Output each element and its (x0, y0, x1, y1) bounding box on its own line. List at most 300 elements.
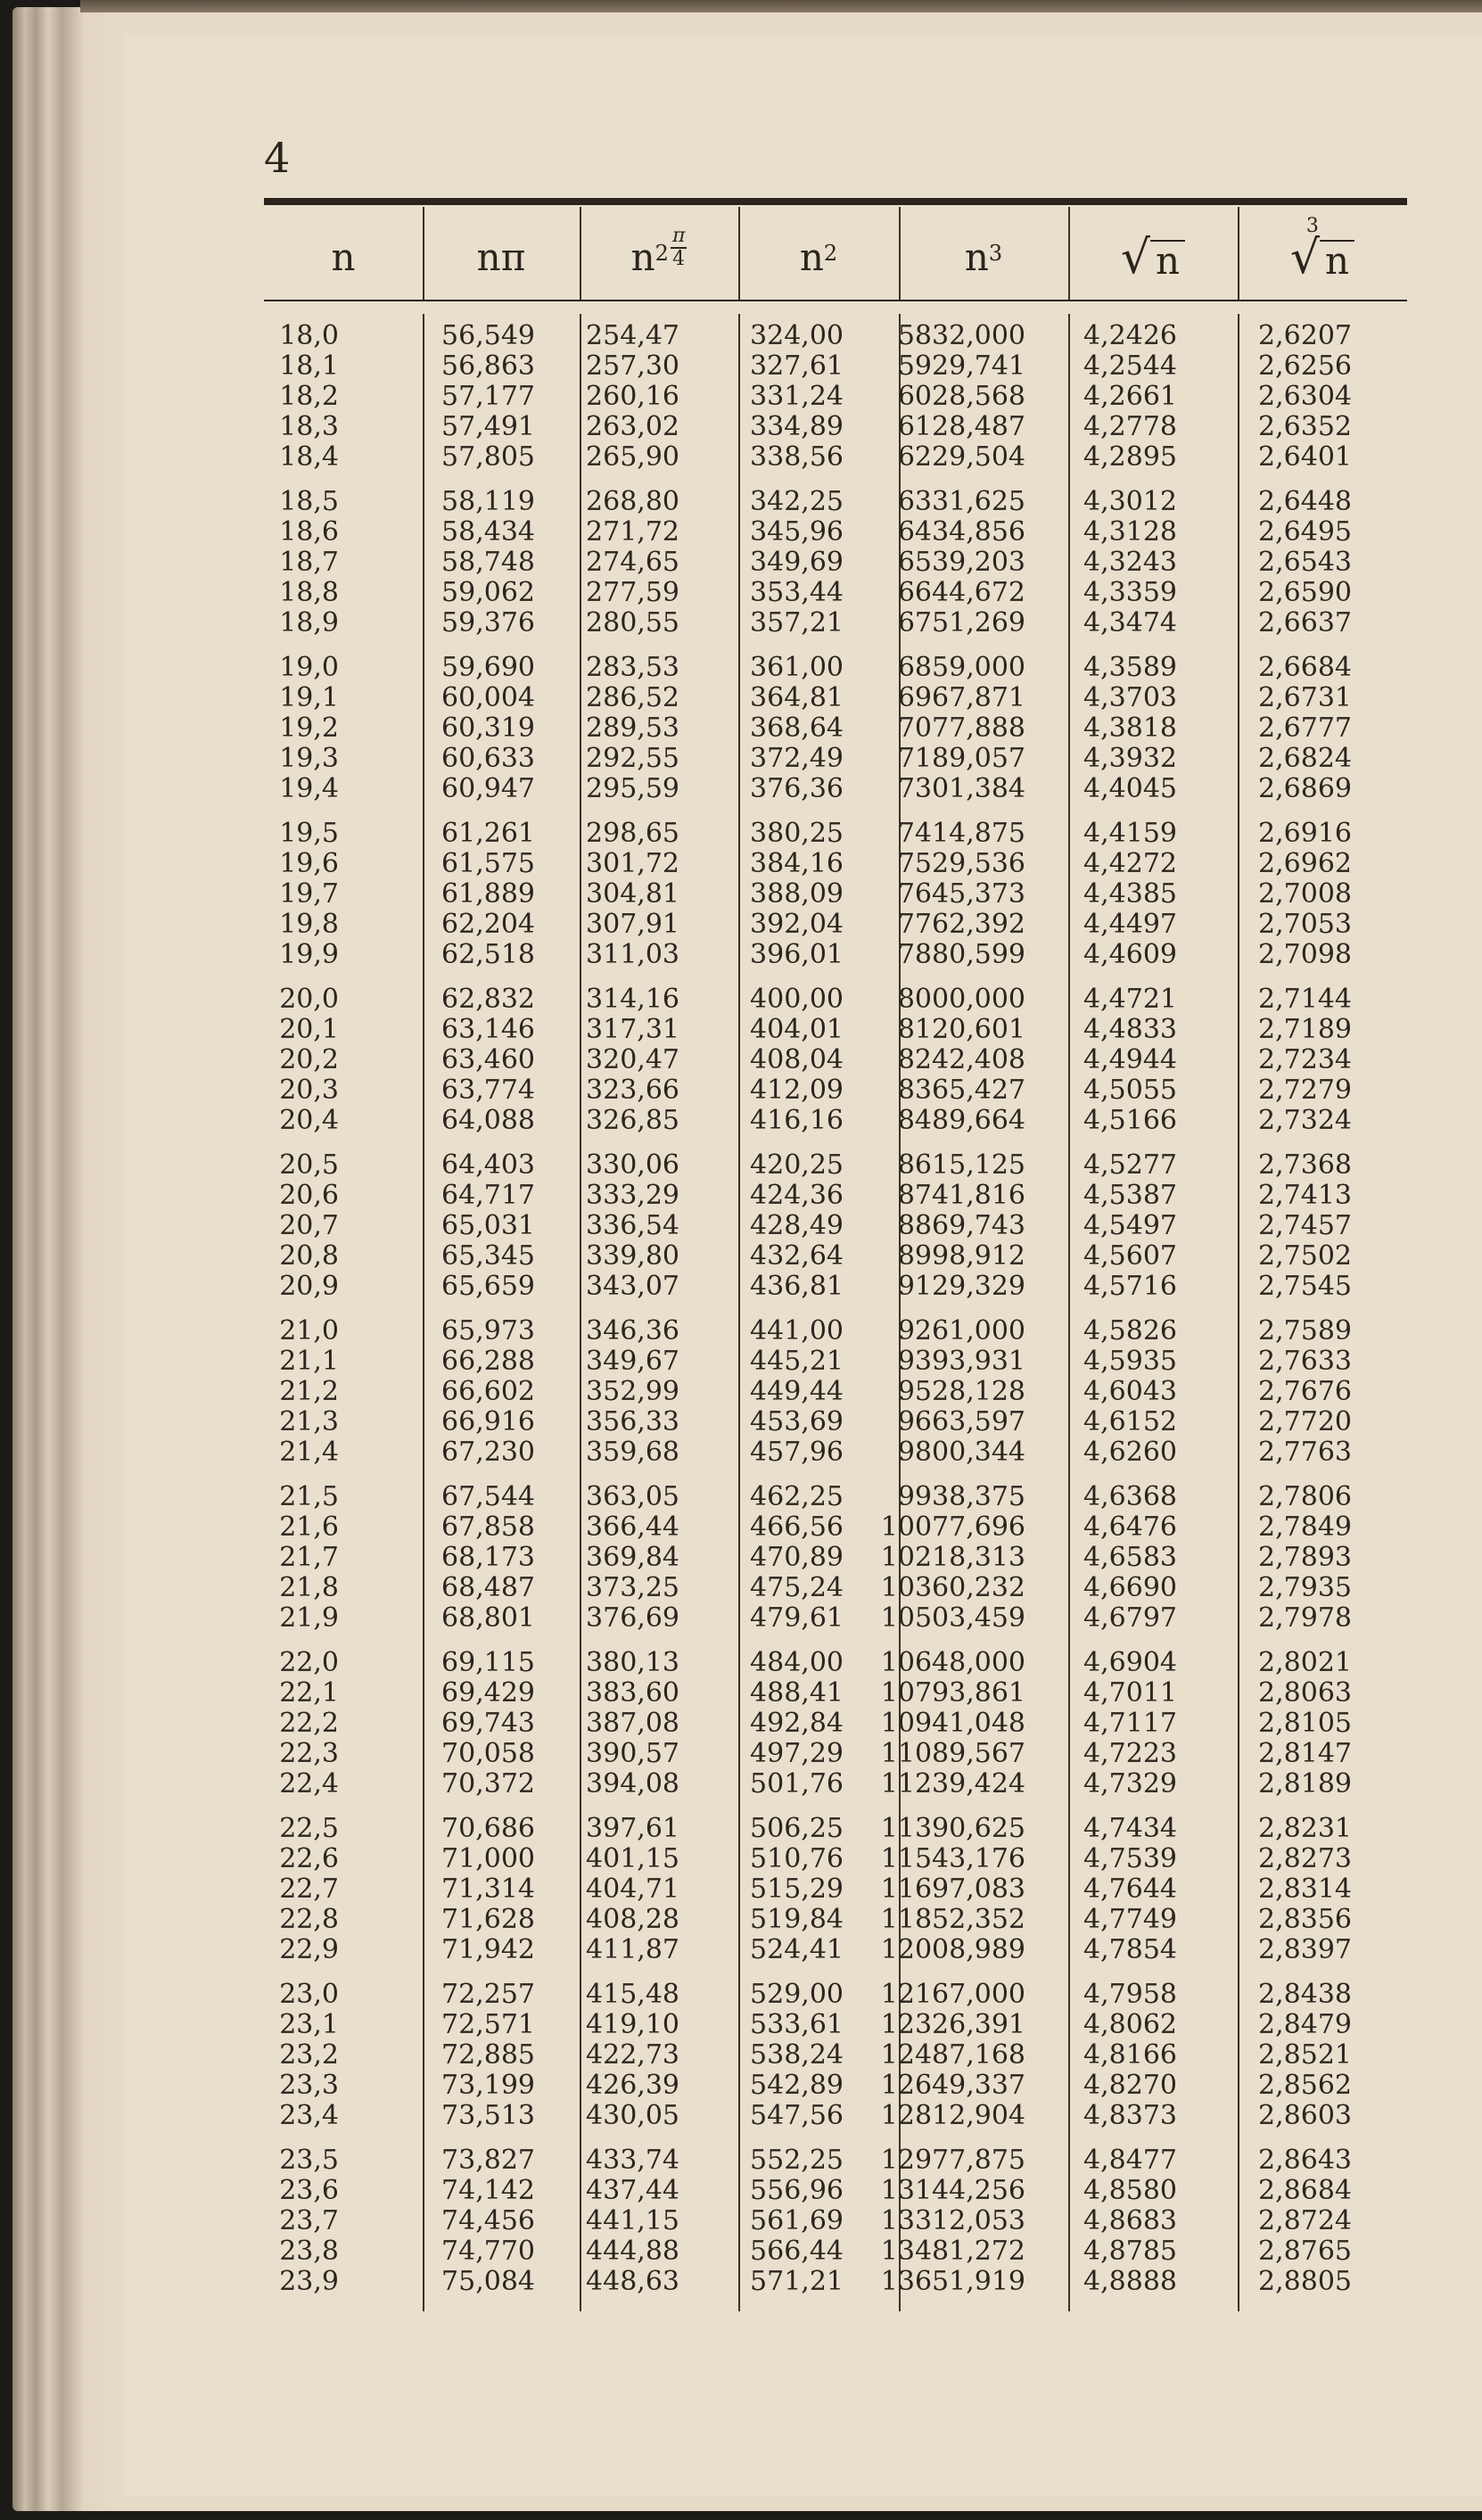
table-cell: 307,91 (586, 909, 679, 940)
table-row (264, 1075, 1407, 1106)
header-n-cubed (899, 214, 1068, 300)
table-cell: 20,8 (279, 1240, 339, 1272)
header-n (264, 214, 423, 300)
table-cell: 2,7935 (1258, 1572, 1352, 1603)
table-cell: 260,16 (586, 381, 679, 412)
row-group (264, 1814, 1407, 1965)
table-cell: 12487,168 (880, 2039, 1025, 2071)
table-cell: 58,748 (441, 547, 535, 578)
table-cell: 65,031 (441, 1210, 535, 1241)
table-cell: 23,0 (279, 1979, 339, 2010)
table-cell: 334,89 (750, 411, 844, 442)
table-cell: 4,2426 (1083, 320, 1177, 351)
table-cell: 13144,256 (880, 2175, 1025, 2206)
table-cell: 21,3 (279, 1406, 339, 1437)
table-cell: 12977,875 (880, 2145, 1025, 2176)
table-cell: 20,6 (279, 1180, 339, 1211)
table-cell: 20,7 (279, 1210, 339, 1241)
table-cell: 18,3 (279, 411, 339, 442)
table-cell: 10360,232 (880, 1572, 1025, 1603)
table-cell: 424,36 (750, 1180, 844, 1211)
table-row (264, 1407, 1407, 1437)
table-cell: 345,96 (750, 516, 844, 548)
table-cell: 19,3 (279, 743, 339, 774)
table-cell: 23,2 (279, 2039, 339, 2071)
table-cell: 10793,861 (880, 1677, 1025, 1709)
table-cell: 19,5 (279, 818, 339, 849)
table-cell: 22,3 (279, 1738, 339, 1769)
table-cell: 2,7978 (1258, 1602, 1352, 1634)
table-cell: 339,80 (586, 1240, 679, 1272)
table-cell: 56,549 (441, 320, 535, 351)
table-cell: 366,44 (586, 1511, 679, 1543)
row-group (264, 487, 1407, 638)
table-cell: 257,30 (586, 350, 679, 382)
table-cell: 2,7144 (1258, 984, 1352, 1015)
table-cell: 10941,048 (880, 1708, 1025, 1739)
table-cell: 2,6304 (1258, 381, 1352, 412)
table-cell: 289,53 (586, 712, 679, 744)
table-cell: 10077,696 (880, 1511, 1025, 1543)
table-cell: 71,628 (441, 1904, 535, 1935)
row-group (264, 1648, 1407, 1799)
table-cell: 21,4 (279, 1437, 339, 1468)
table-cell: 2,8724 (1258, 2205, 1352, 2236)
row-group (264, 1980, 1407, 2131)
table-cell: 298,65 (586, 818, 679, 849)
table-top-rule (264, 198, 1407, 205)
table-cell: 74,456 (441, 2205, 535, 2236)
table-cell: 58,434 (441, 516, 535, 548)
header-n-squared (738, 214, 899, 300)
table-cell: 62,518 (441, 939, 535, 970)
table-cell: 2,7676 (1258, 1376, 1352, 1407)
table-cell: 4,6260 (1083, 1437, 1177, 1468)
table-cell: 2,7098 (1258, 939, 1352, 970)
table-cell: 4,4609 (1083, 939, 1177, 970)
table-cell: 12167,000 (880, 1979, 1025, 2010)
table-cell: 2,8021 (1258, 1647, 1352, 1678)
table-cell: 497,29 (750, 1738, 844, 1769)
table-cell: 4,4159 (1083, 818, 1177, 849)
header-n2-base: n (799, 235, 824, 279)
table-cell: 9800,344 (897, 1437, 1025, 1468)
table-cell: 4,2895 (1083, 441, 1177, 473)
table-cell: 492,84 (750, 1708, 844, 1739)
table-cell: 60,319 (441, 712, 535, 744)
table-cell: 11390,625 (880, 1813, 1025, 1844)
table-cell: 396,01 (750, 939, 844, 970)
table-cell: 352,99 (586, 1376, 679, 1407)
table-row (264, 2236, 1407, 2267)
table-cell: 2,6448 (1258, 486, 1352, 517)
table-row (264, 879, 1407, 910)
table-cell: 392,04 (750, 909, 844, 940)
row-group (264, 984, 1407, 1136)
table-cell: 420,25 (750, 1149, 844, 1181)
table-row (264, 1648, 1407, 1678)
table-cell: 4,4385 (1083, 878, 1177, 910)
table-cell: 19,7 (279, 878, 339, 910)
table-cell: 317,31 (586, 1014, 679, 1045)
table-cell: 21,8 (279, 1572, 339, 1603)
table-row (264, 744, 1407, 774)
table-cell: 268,80 (586, 486, 679, 517)
table-row (264, 713, 1407, 744)
table-row (264, 1482, 1407, 1512)
table-cell: 4,3474 (1083, 607, 1177, 638)
table-cell: 13312,053 (880, 2205, 1025, 2236)
table-cell: 441,00 (750, 1315, 844, 1346)
table-row (264, 1181, 1407, 1211)
table-cell: 383,60 (586, 1677, 679, 1709)
table-cell: 23,6 (279, 2175, 339, 2206)
table-row (264, 2206, 1407, 2236)
table-cell: 432,64 (750, 1240, 844, 1272)
table-cell: 349,69 (750, 547, 844, 578)
table-cell: 23,9 (279, 2266, 339, 2297)
table-cell: 2,6869 (1258, 773, 1352, 804)
table-cell: 4,3589 (1083, 652, 1177, 683)
table-cell: 5929,741 (897, 350, 1025, 382)
table-cell: 515,29 (750, 1874, 844, 1905)
table-cell: 422,73 (586, 2039, 679, 2071)
table-cell: 57,805 (441, 441, 535, 473)
table-cell: 372,49 (750, 743, 844, 774)
table-cell: 23,3 (279, 2070, 339, 2101)
table-cell: 412,09 (750, 1075, 844, 1106)
table-cell: 19,0 (279, 652, 339, 683)
table-cell: 20,9 (279, 1271, 339, 1302)
table-cell: 7762,392 (897, 909, 1025, 940)
table-row (264, 321, 1407, 351)
table-row (264, 653, 1407, 683)
table-cell: 475,24 (750, 1572, 844, 1603)
table-cell: 2,8521 (1258, 2039, 1352, 2071)
table-cell: 67,858 (441, 1511, 535, 1543)
table-cell: 457,96 (750, 1437, 844, 1468)
table-cell: 60,004 (441, 682, 535, 713)
table-cell: 2,8603 (1258, 2100, 1352, 2131)
table-cell: 4,6152 (1083, 1406, 1177, 1437)
table-cell: 19,1 (279, 682, 339, 713)
table-cell: 68,487 (441, 1572, 535, 1603)
table-cell: 4,7539 (1083, 1843, 1177, 1874)
table-cell: 22,7 (279, 1874, 339, 1905)
table-cell: 4,8373 (1083, 2100, 1177, 2131)
table-cell: 2,7368 (1258, 1149, 1352, 1181)
table-cell: 8615,125 (897, 1149, 1025, 1181)
table-cell: 2,6590 (1258, 577, 1352, 608)
table-cell: 4,8062 (1083, 2009, 1177, 2040)
table-cell: 8242,408 (897, 1044, 1025, 1075)
table-cell: 4,4272 (1083, 848, 1177, 879)
table-cell: 74,770 (441, 2236, 535, 2267)
header-n-pi-label: nπ (476, 235, 526, 279)
table-row (264, 442, 1407, 473)
table-cell: 416,16 (750, 1105, 844, 1136)
header-n2pi4-base: n (630, 235, 655, 279)
table-cell: 23,7 (279, 2205, 339, 2236)
table-cell: 2,6256 (1258, 350, 1352, 382)
table-cell: 20,1 (279, 1014, 339, 1045)
table-cell: 6751,269 (897, 607, 1025, 638)
table-cell: 2,6684 (1258, 652, 1352, 683)
table-cell: 571,21 (750, 2266, 844, 2297)
table-cell: 2,8805 (1258, 2266, 1352, 2297)
table-cell: 61,261 (441, 818, 535, 849)
table-row (264, 1874, 1407, 1905)
table-cell: 9129,329 (897, 1271, 1025, 1302)
table-cell: 4,7011 (1083, 1677, 1177, 1709)
table-cell: 338,56 (750, 441, 844, 473)
table-cell: 376,69 (586, 1602, 679, 1634)
table-cell: 11089,567 (880, 1738, 1025, 1769)
table-cell: 2,7324 (1258, 1105, 1352, 1136)
table-cell: 346,36 (586, 1315, 679, 1346)
table-cell: 376,36 (750, 773, 844, 804)
table-cell: 4,3012 (1083, 486, 1177, 517)
table-cell: 8000,000 (897, 984, 1025, 1015)
table-cell: 488,41 (750, 1677, 844, 1709)
table-cell: 62,204 (441, 909, 535, 940)
table-cell: 7301,384 (897, 773, 1025, 804)
table-cell: 4,6904 (1083, 1647, 1177, 1678)
table-cell: 4,4497 (1083, 909, 1177, 940)
table-cell: 4,4045 (1083, 773, 1177, 804)
table-cell: 364,81 (750, 682, 844, 713)
header-n2-pi-over-4 (580, 214, 738, 300)
table-cell: 453,69 (750, 1406, 844, 1437)
table-cell: 21,9 (279, 1602, 339, 1634)
table-row (264, 940, 1407, 970)
table-cell: 331,24 (750, 381, 844, 412)
table-cell: 8120,601 (897, 1014, 1025, 1045)
table-cell: 9261,000 (897, 1315, 1025, 1346)
table-cell: 72,885 (441, 2039, 535, 2071)
table-cell: 408,28 (586, 1904, 679, 1935)
table-cell: 7645,373 (897, 878, 1025, 910)
table-cell: 20,5 (279, 1149, 339, 1181)
table-cell: 61,575 (441, 848, 535, 879)
table-cell: 4,7434 (1083, 1813, 1177, 1844)
table-cell: 529,00 (750, 1979, 844, 2010)
table-cell: 380,13 (586, 1647, 679, 1678)
table-cell: 387,08 (586, 1708, 679, 1739)
row-group (264, 653, 1407, 804)
table-cell: 437,44 (586, 2175, 679, 2206)
table-cell: 65,345 (441, 1240, 535, 1272)
column-divider (899, 207, 901, 300)
table-cell: 2,7545 (1258, 1271, 1352, 1302)
table-cell: 4,8683 (1083, 2205, 1177, 2236)
row-group (264, 1150, 1407, 1302)
table-cell: 65,973 (441, 1315, 535, 1346)
table-cell: 445,21 (750, 1346, 844, 1377)
table-cell: 18,0 (279, 320, 339, 351)
table-cell: 68,173 (441, 1542, 535, 1573)
table-row (264, 774, 1407, 804)
table-cell: 4,3243 (1083, 547, 1177, 578)
table-cell: 2,6777 (1258, 712, 1352, 744)
table-cell: 8489,664 (897, 1105, 1025, 1136)
table-cell: 6644,672 (897, 577, 1025, 608)
table-cell: 21,7 (279, 1542, 339, 1573)
table-cell: 4,5387 (1083, 1180, 1177, 1211)
table-cell: 2,6401 (1258, 441, 1352, 473)
table-cell: 23,5 (279, 2145, 339, 2176)
table-cell: 2,6962 (1258, 848, 1352, 879)
table-cell: 357,21 (750, 607, 844, 638)
table-cell: 479,61 (750, 1602, 844, 1634)
table-cell: 10503,459 (880, 1602, 1025, 1634)
table-cell: 271,72 (586, 516, 679, 548)
table-cell: 7529,536 (897, 848, 1025, 879)
header-n-pi (423, 214, 580, 300)
table-cell: 2,8189 (1258, 1768, 1352, 1799)
table-cell: 292,55 (586, 743, 679, 774)
table-cell: 22,0 (279, 1647, 339, 1678)
table-row (264, 849, 1407, 879)
table-cell: 69,743 (441, 1708, 535, 1739)
table-cell: 333,29 (586, 1180, 679, 1211)
table-cell: 20,3 (279, 1075, 339, 1106)
cbrt-symbol (1289, 215, 1354, 284)
table-cell: 67,544 (441, 1481, 535, 1512)
table-cell: 380,25 (750, 818, 844, 849)
table-cell: 433,74 (586, 2145, 679, 2176)
header-cube-root (1238, 214, 1407, 300)
table-cell: 9663,597 (897, 1406, 1025, 1437)
sqrt-symbol (1120, 231, 1185, 284)
table-cell: 430,05 (586, 2100, 679, 2131)
table-cell: 2,7457 (1258, 1210, 1352, 1241)
column-divider (738, 207, 740, 300)
table-cell: 64,403 (441, 1149, 535, 1181)
table-cell: 327,61 (750, 350, 844, 382)
table-cell: 4,5607 (1083, 1240, 1177, 1272)
table-cell: 2,7279 (1258, 1075, 1352, 1106)
table-cell: 4,6690 (1083, 1572, 1177, 1603)
table-cell: 343,07 (586, 1271, 679, 1302)
table-cell: 326,85 (586, 1105, 679, 1136)
table-cell: 254,47 (586, 320, 679, 351)
table-cell: 63,146 (441, 1014, 535, 1045)
header-n3-exp: 3 (988, 241, 1003, 266)
table-cell: 19,4 (279, 773, 339, 804)
table-cell: 71,000 (441, 1843, 535, 1874)
table-cell: 56,863 (441, 350, 535, 382)
table-cell: 70,058 (441, 1738, 535, 1769)
table-cell: 60,633 (441, 743, 535, 774)
table-cell: 448,63 (586, 2266, 679, 2297)
table-cell: 519,84 (750, 1904, 844, 1935)
table-cell: 4,4721 (1083, 984, 1177, 1015)
table-cell: 6331,625 (897, 486, 1025, 517)
table-cell: 408,04 (750, 1044, 844, 1075)
table-cell: 2,8397 (1258, 1934, 1352, 1965)
table-row (264, 351, 1407, 382)
table-row (264, 1935, 1407, 1965)
table-cell: 22,8 (279, 1904, 339, 1935)
row-group (264, 819, 1407, 970)
table-cell: 10648,000 (880, 1647, 1025, 1678)
table-cell: 2,7806 (1258, 1481, 1352, 1512)
table-row (264, 1739, 1407, 1769)
table-cell: 12649,337 (880, 2070, 1025, 2101)
row-group (264, 2145, 1407, 2297)
table-cell: 73,827 (441, 2145, 535, 2176)
table-cell: 4,6797 (1083, 1602, 1177, 1634)
table-cell: 67,230 (441, 1437, 535, 1468)
table-cell: 2,8479 (1258, 2009, 1352, 2040)
header-n-label: n (331, 235, 356, 279)
table-row (264, 1814, 1407, 1844)
table-cell: 18,7 (279, 547, 339, 578)
table-cell: 394,08 (586, 1768, 679, 1799)
table-cell: 4,3818 (1083, 712, 1177, 744)
table-cell: 2,8147 (1258, 1738, 1352, 1769)
table-cell: 71,942 (441, 1934, 535, 1965)
table-cell: 342,25 (750, 486, 844, 517)
table-cell: 353,44 (750, 577, 844, 608)
table-row (264, 1678, 1407, 1709)
table-cell: 349,67 (586, 1346, 679, 1377)
table-cell: 12326,391 (880, 2009, 1025, 2040)
table-cell: 59,690 (441, 652, 535, 683)
table-cell: 484,00 (750, 1647, 844, 1678)
table-cell: 4,7958 (1083, 1979, 1177, 2010)
header-n2pi4-den: 4 (672, 248, 686, 270)
table-cell: 11239,424 (880, 1768, 1025, 1799)
table-cell: 556,96 (750, 2175, 844, 2206)
table-row (264, 1709, 1407, 1739)
column-divider (1068, 207, 1070, 300)
table-cell: 4,3128 (1083, 516, 1177, 548)
table-cell: 265,90 (586, 441, 679, 473)
table-cell: 4,8888 (1083, 2266, 1177, 2297)
table-cell: 361,00 (750, 652, 844, 683)
table-cell: 295,59 (586, 773, 679, 804)
table-cell: 4,2778 (1083, 411, 1177, 442)
table-cell: 22,5 (279, 1813, 339, 1844)
header-n2pi4-exp: 2 (655, 241, 669, 266)
table-cell: 8365,427 (897, 1075, 1025, 1106)
table-cell: 404,01 (750, 1014, 844, 1045)
table-cell: 63,774 (441, 1075, 535, 1106)
table-cell: 2,6495 (1258, 516, 1352, 548)
table-cell: 2,7893 (1258, 1542, 1352, 1573)
table-cell: 280,55 (586, 607, 679, 638)
table-cell: 19,2 (279, 712, 339, 744)
table-cell: 61,889 (441, 878, 535, 910)
table-cell: 506,25 (750, 1813, 844, 1844)
table-cell: 6434,856 (897, 516, 1025, 548)
table-row (264, 1844, 1407, 1874)
table-cell: 4,8270 (1083, 2070, 1177, 2101)
table-cell: 6859,000 (897, 652, 1025, 683)
header-n2pi4-fraction (671, 226, 687, 270)
table-cell: 283,53 (586, 652, 679, 683)
table-cell: 23,1 (279, 2009, 339, 2040)
table-row (264, 2040, 1407, 2071)
table-cell: 69,115 (441, 1647, 535, 1678)
table-cell: 400,00 (750, 984, 844, 1015)
table-row (264, 984, 1407, 1015)
table-cell: 449,44 (750, 1376, 844, 1407)
table-cell: 4,5497 (1083, 1210, 1177, 1241)
table-row (264, 1241, 1407, 1272)
